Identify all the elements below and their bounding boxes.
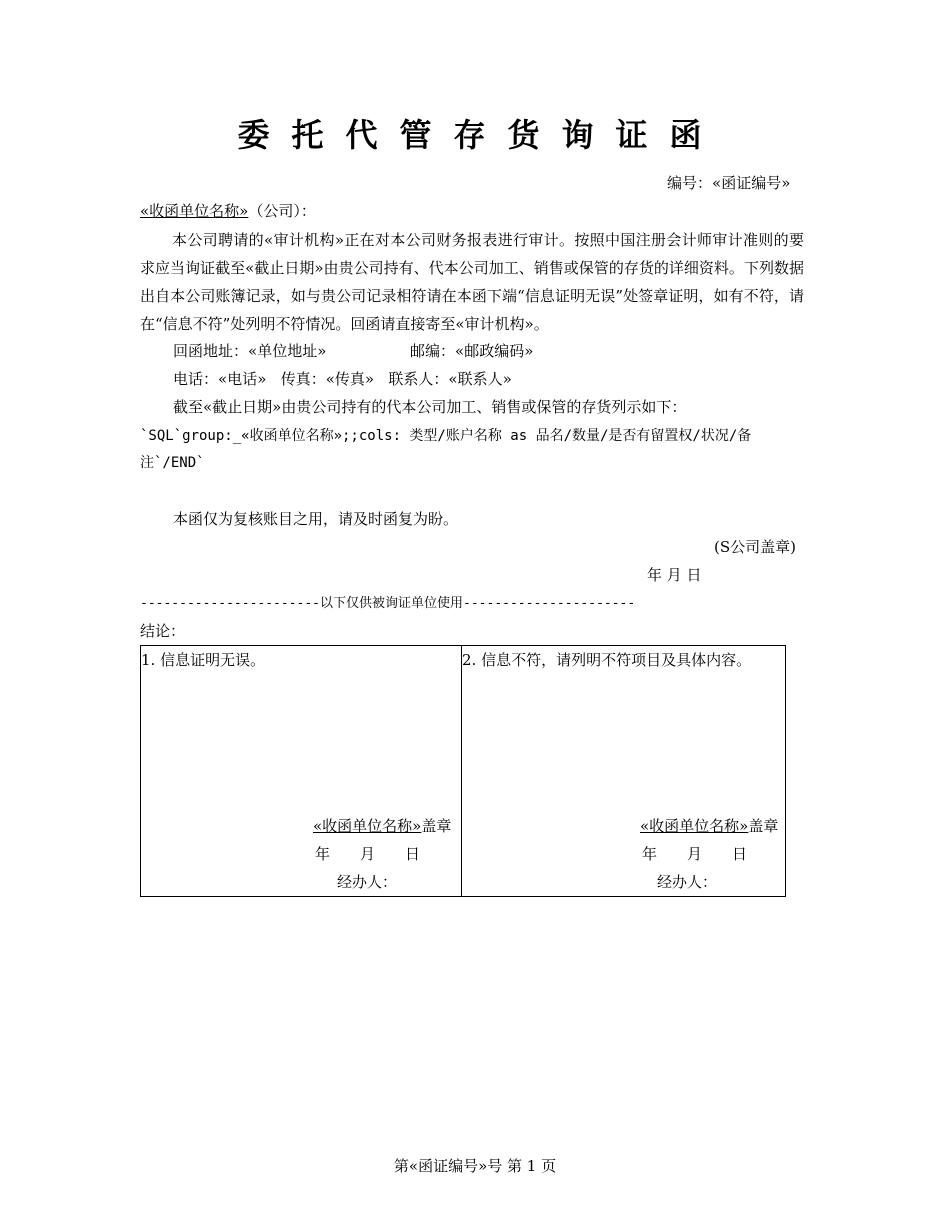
match-item: 1. 信息证明无误。	[141, 651, 266, 669]
closing-text: 本函仅为复核账目之用，请及时函复为盼。	[173, 510, 459, 528]
mismatch-seal	[640, 815, 778, 836]
postcode-value: «邮政编码»	[455, 342, 534, 360]
company-seal-text: (S公司盖章)	[714, 538, 796, 556]
fax-label: 传真：	[280, 370, 326, 388]
mismatch-seal-name: «收函单位名称»	[640, 817, 749, 835]
cutoff-date: «截止日期»	[245, 259, 324, 277]
contact-person: «联系人»	[448, 370, 512, 388]
body-paragraph	[140, 226, 804, 338]
recipient-name: «收函单位名称»	[140, 202, 249, 220]
document-title: 委托代管存货询证函	[237, 116, 724, 154]
phone-line	[173, 368, 512, 389]
phone-label: 电话：	[173, 370, 219, 388]
fax-value: «传真»	[325, 370, 375, 388]
address-line	[173, 340, 326, 361]
match-seal	[313, 815, 451, 836]
recipient-suffix: （公司）：	[248, 202, 316, 220]
serial-label: 编号：	[667, 174, 713, 192]
postcode-line	[410, 340, 533, 361]
mismatch-date: 年 月 日	[642, 845, 748, 863]
sql-line-1: `SQL`group:_«收函单位名称»;;cols: 类型/账户名称 as 品名/数量/是否有留置权/状况/备	[140, 428, 752, 444]
contact-label: 联系人：	[388, 370, 449, 388]
confirmation-cell-match	[141, 646, 462, 896]
address-label: 回函地址：	[173, 342, 249, 360]
match-handler: 经办人：	[337, 873, 398, 891]
audit-firm: «审计机构»	[264, 231, 345, 249]
match-seal-name: «收函单位名称»	[313, 817, 422, 835]
mismatch-item: 2. 信息不符，请列明不符项目及具体内容。	[462, 651, 752, 669]
separator-line: -----------------------以下仅供被询证单位使用----------------------	[140, 596, 636, 611]
recipient-line	[140, 200, 316, 221]
address-value: «单位地址»	[248, 342, 327, 360]
mismatch-seal-suffix: 盖章	[748, 817, 779, 835]
match-seal-suffix: 盖章	[421, 817, 452, 835]
serial-value: «函证编号»	[712, 174, 791, 192]
audit-firm-2: «审计机构»	[455, 315, 534, 333]
body-intro-end: 。	[533, 315, 549, 333]
match-date: 年 月 日	[315, 845, 421, 863]
date-line: 年 月 日	[647, 566, 702, 584]
phone-value: «电话»	[218, 370, 267, 388]
sql-line-2: 注`/END`	[140, 455, 205, 471]
confirmation-cell-mismatch	[462, 646, 785, 896]
serial-number	[667, 172, 790, 193]
body-intro-c: 由贵公司持有、代本公司加工、销售或保管的存货的详细资料。下列数据出自本公司账簿记录，如与贵公司记录相符请在本函下端“信息证明无误”处签章证明，如有不符，请在“信息不符”处列明不符情况。回函请直接寄至	[140, 259, 804, 333]
list-intro: 截至«截止日期»由贵公司持有的代本公司加工、销售或保管的存货列示如下：	[173, 398, 687, 416]
page-footer: 第«函证编号»号 第 1 页	[393, 1157, 557, 1175]
body-intro-a: 本公司聘请的	[172, 231, 264, 249]
conclusion-label: 结论：	[140, 622, 186, 640]
postcode-label: 邮编：	[410, 342, 456, 360]
body-intro-b: 正在对本公司财务报表进行审计。按照中国注册会计师审计准则的要求应当询证截至	[140, 231, 804, 277]
mismatch-handler: 经办人：	[657, 873, 718, 891]
confirmation-table	[140, 645, 786, 897]
